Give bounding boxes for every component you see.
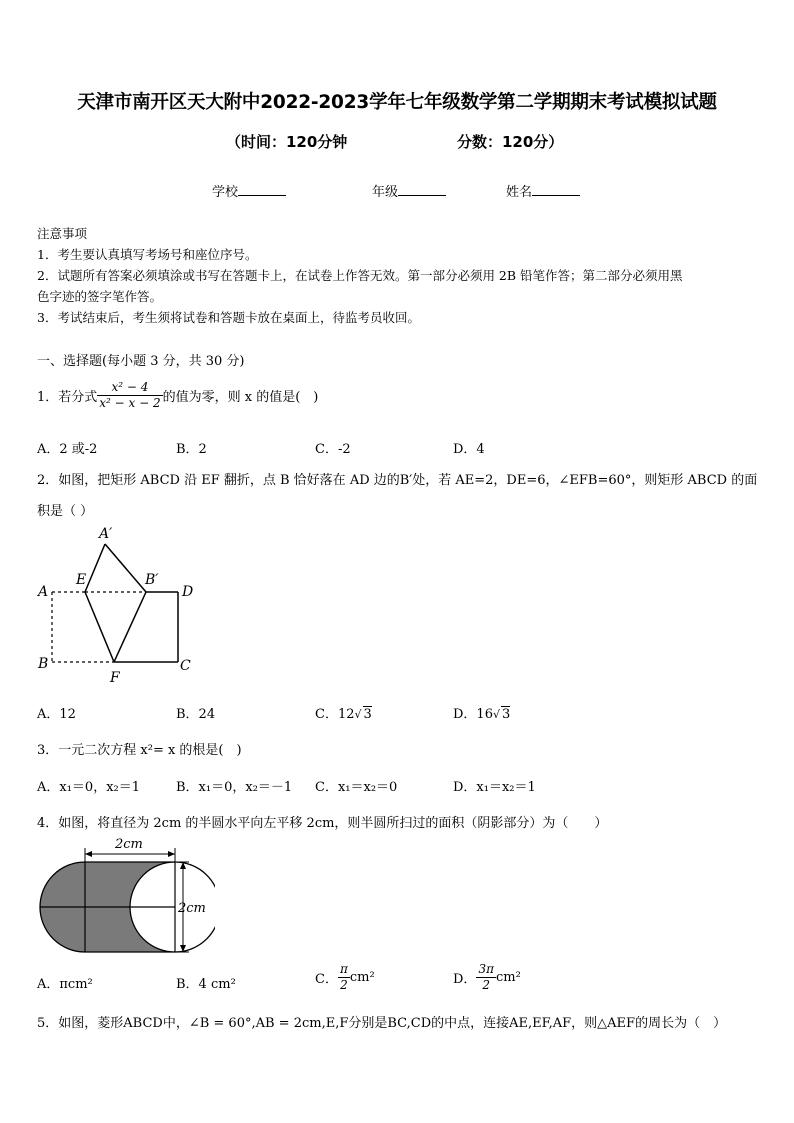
q4-option-d-unit: cm² [495, 970, 521, 985]
q4-option-c-unit: cm² [349, 970, 375, 985]
q2-label-d: D [182, 584, 194, 600]
school-field [212, 181, 286, 200]
q4-option-c-fraction [338, 962, 350, 993]
q4-option-c-prefix: C． [315, 972, 338, 987]
question-1 [37, 380, 318, 411]
q3-option-a: A．x₁＝0，x₂＝1 [37, 780, 141, 795]
q2-edge-b1f [114, 592, 146, 662]
q2-label-b1: B′ [145, 572, 159, 588]
q4-label-right: 2cm [178, 901, 206, 916]
q4-option-d-fraction [476, 962, 496, 993]
q2-option-a: A．12 [37, 707, 76, 722]
q4-figure [35, 832, 215, 960]
q2-option-c-radicand: 3 [363, 707, 372, 722]
page-title: 天津市南开区天大附中2022-2023学年七年级数学第二学期期末考试模拟试题 [77, 92, 717, 113]
notice-item: 2．试题所有答案必须填涂或书写在答题卡上，在试卷上作答无效。第一部分必须用 2B 铅笔作答；第二部分必须用黑 [37, 268, 683, 283]
q2-label-e: E [76, 572, 87, 588]
q2-label-f: F [110, 670, 120, 686]
q5-stem: 5．如图，菱形ABCD中，∠B = 60°,AB = 2cm,E,F分别是BC,CD的中点，连接AE,EF,AF，则△AEF的周长为（ ） [37, 1016, 727, 1031]
q2-edge-a1b1 [105, 544, 146, 592]
school-label: 学校 [212, 185, 239, 200]
q1-suffix: 的值为零，则 x 的值是( ) [162, 390, 319, 405]
q2-stem-cont: 积是（ ） [37, 504, 94, 519]
q2-option-d-text: D．16 [453, 707, 493, 722]
q2-stem: 2．如图，把矩形 ABCD 沿 EF 翻折，点 B 恰好落在 AD 边的B′处，若 AE=2，DE=6，∠EFB=60°，则矩形 ABCD 的面 [37, 473, 758, 488]
exam-score: 分数：120分） [457, 133, 564, 151]
exam-time: （时间：120分钟 [226, 133, 348, 151]
q2-label-b: B [38, 656, 49, 672]
q4-label-top: 2cm [115, 837, 143, 852]
q1-option-a: A．2 或-2 [37, 442, 98, 457]
q2-figure [30, 522, 200, 687]
q1-numerator: x² − 4 [97, 380, 162, 396]
q2-option-c: C．12√ 3 [315, 707, 372, 722]
q4-option-c [315, 962, 375, 993]
q1-option-d: D．4 [453, 442, 485, 457]
q1-prefix: 1．若分式 [37, 390, 98, 405]
q4-top-arrow-left [85, 851, 92, 857]
q2-option-d: D．16√ 3 [453, 707, 511, 722]
grade-field [372, 181, 446, 200]
q4-option-b: B．4 cm² [176, 977, 236, 992]
q4-option-d-prefix: D． [453, 972, 477, 987]
q3-stem: 3．一元二次方程 x²= x 的根是( ) [37, 743, 242, 758]
q4-option-d [453, 962, 521, 993]
grade-blank [398, 183, 446, 196]
q1-fraction [97, 380, 162, 411]
q2-option-b: B．24 [176, 707, 216, 722]
name-field [506, 181, 580, 200]
q2-label-a1: A′ [99, 526, 113, 542]
q4-top-arrow-right [168, 851, 175, 857]
grade-label: 年级 [372, 185, 399, 200]
name-label: 姓名 [506, 185, 533, 200]
q2-option-c-text: C．12 [315, 707, 355, 722]
q2-edge-ef [85, 592, 114, 662]
q3-option-d: D．x₁＝x₂＝1 [453, 780, 536, 795]
q4-stem: 4．如图，将直径为 2cm 的半圆水平向左平移 2cm，则半圆所扫过的面积（阴影部分）为（ ） [37, 816, 608, 831]
q1-option-c: C．-2 [315, 442, 351, 457]
q2-label-a: A [38, 584, 49, 600]
notice-heading: 注意事项 [37, 226, 88, 241]
q4-option-c-den: 2 [340, 978, 348, 992]
q3-option-c: C．x₁＝x₂＝0 [315, 780, 398, 795]
q4-option-d-num: 3π [478, 962, 494, 976]
q4-option-c-num: π [339, 962, 348, 976]
name-blank [532, 183, 580, 196]
q1-option-b: B．2 [176, 442, 207, 457]
q4-option-d-den: 2 [482, 978, 491, 992]
q2-option-d-radicand: 3 [501, 707, 511, 722]
school-blank [238, 183, 286, 196]
notice-item: 色字迹的签字笔作答。 [37, 289, 163, 304]
notice-item: 3．考试结束后，考生须将试卷和答题卡放在桌面上，待监考员收回。 [37, 310, 420, 325]
notice-item: 1．考生要认真填写考场号和座位序号。 [37, 247, 258, 262]
q1-denominator: x² − x − 2 [99, 396, 161, 410]
section-heading: 一、选择题(每小题 3 分，共 30 分) [37, 354, 245, 369]
q2-edge-ea1 [85, 544, 105, 592]
q4-option-a: A．πcm² [37, 977, 93, 992]
q2-label-c: C [180, 658, 191, 674]
q3-option-b: B．x₁＝0，x₂＝－1 [176, 780, 293, 795]
